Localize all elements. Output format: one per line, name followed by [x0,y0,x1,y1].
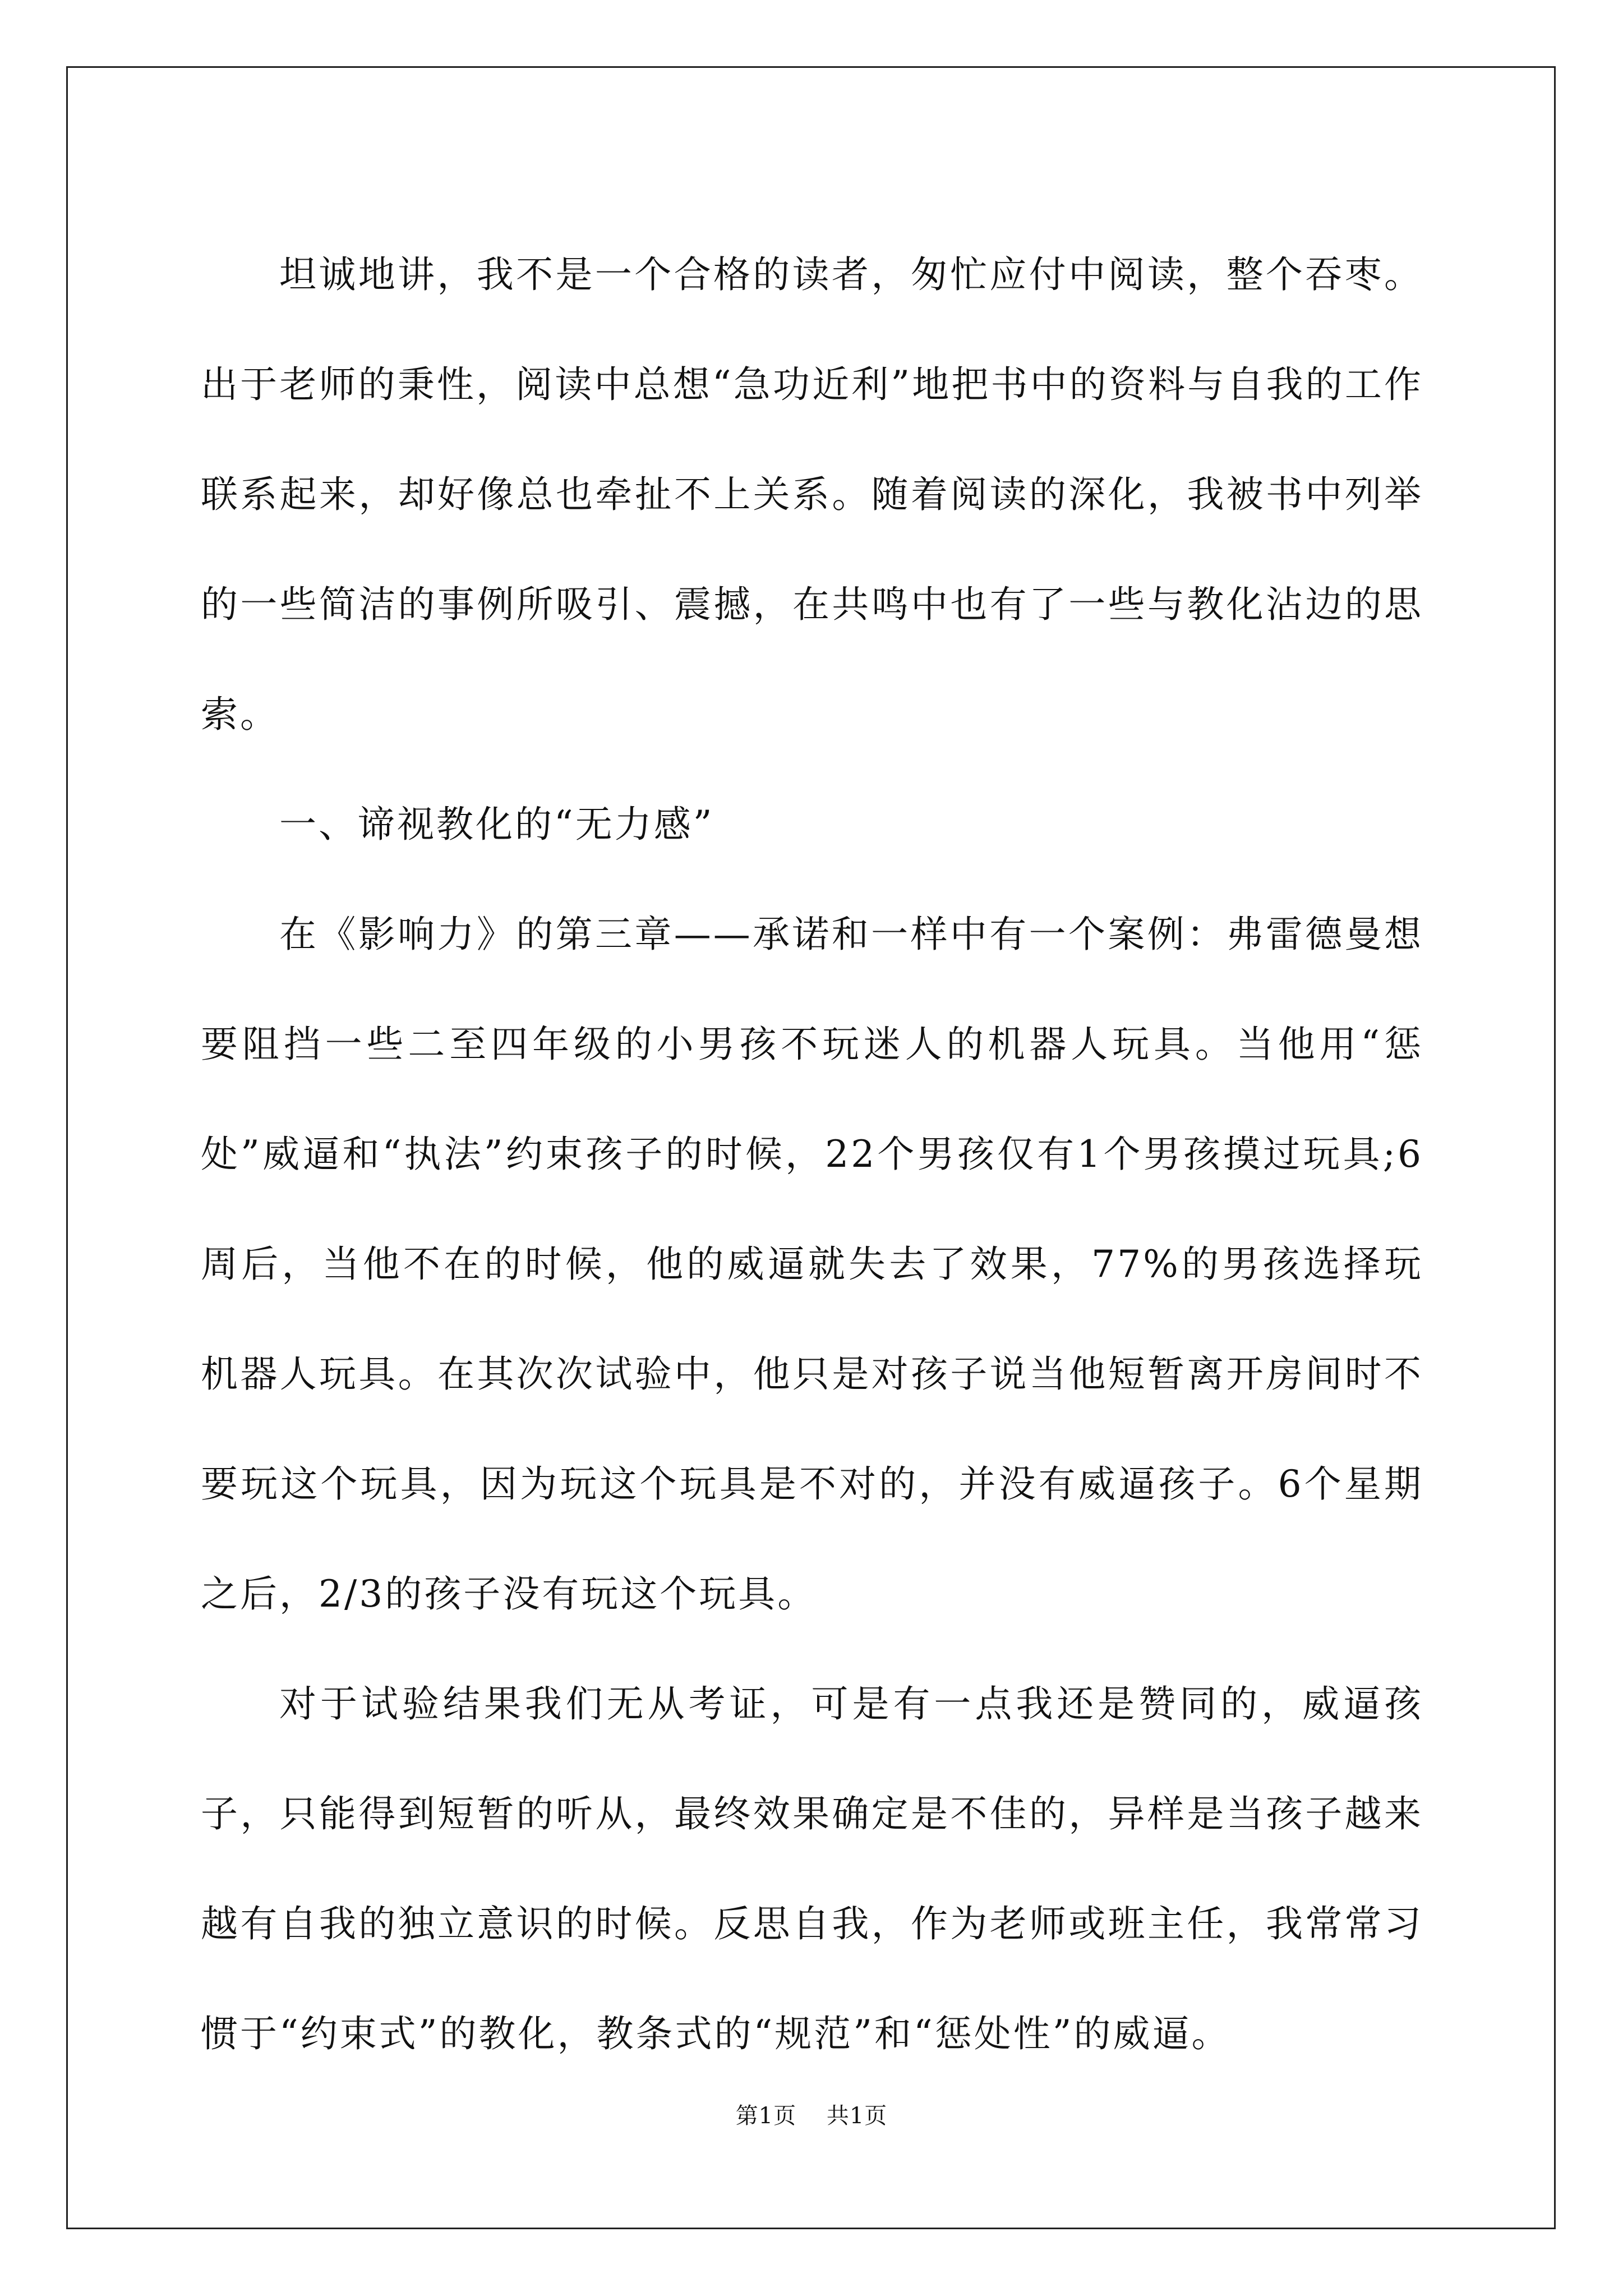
paragraph-case: 在《影响力》的第三章——承诺和一样中有一个案例：弗雷德曼想要阻挡一些二至四年级的小男孩不玩迷人的机器人玩具。当他用“惩处”威逼和“执法”约束孩子的时候，22个男孩仅有1个男孩摸过玩具;6周后，当他不在的时候，他的威逼就失去了效果，77%的男孩选择玩机器人玩具。在其次次试验中，他只是对孩子说当他短暂离开房间时不要玩这个玩具，因为玩这个玩具是不对的，并没有威逼孩子。6个星期之后，2/3的孩子没有玩这个玩具。 [201,913,1423,1616]
page-footer [0,2098,1623,2130]
section-heading: 一、谛视教化的“无力感” [279,803,714,846]
document-body [201,220,1423,2089]
paragraph-reflection: 对于试验结果我们无从考证，可是有一点我还是赞同的，威逼孩子，只能得到短暂的听从，最终效果确定是不佳的，异样是当孩子越来越有自我的独立意识的时候。反思自我，作为老师或班主任，我常常习惯于“约束式”的教化，教条式的“规范”和“惩处性”的威逼。 [201,1682,1423,2055]
paragraph-intro: 坦诚地讲，我不是一个合格的读者，匆忙应付中阅读，整个吞枣。出于老师的秉性，阅读中总想“急功近利”地把书中的资料与自我的工作联系起来，却好像总也牵扯不上关系。随着阅读的深化，我被书中列举的一些简洁的事例所吸引、震撼，在共鸣中也有了一些与教化沾边的思索。 [201,253,1423,736]
page-number: 第1页 [735,2103,797,2129]
page-total: 共1页 [826,2103,888,2129]
